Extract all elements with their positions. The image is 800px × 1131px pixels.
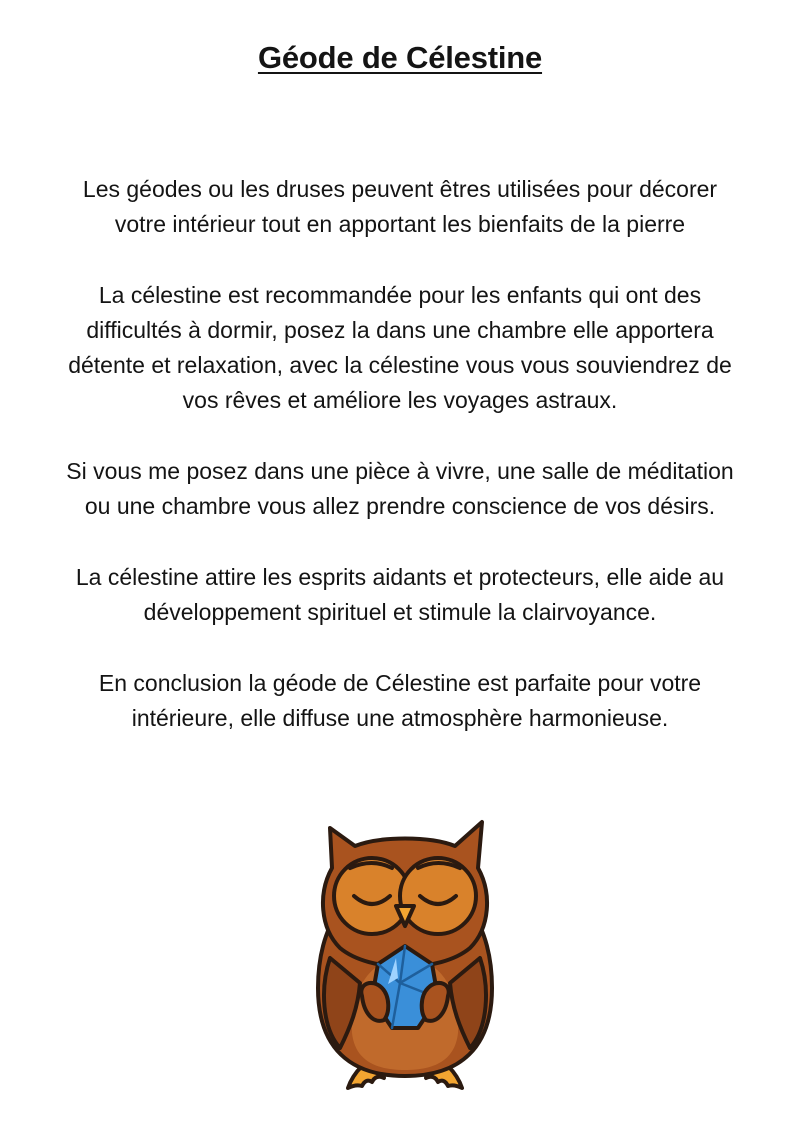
text-line: difficultés à dormir, posez la dans une chambre elle apportera bbox=[86, 317, 714, 343]
text-line: vos rêves et améliore les voyages astraux. bbox=[182, 387, 618, 413]
text-line: La célestine attire les esprits aidants et protecteurs, elle aide au bbox=[75, 564, 725, 590]
paragraph-conclusion bbox=[20, 666, 780, 736]
text-line: ou une chambre vous allez prendre conscience de vos désirs. bbox=[84, 493, 716, 519]
paragraph-esprits bbox=[20, 560, 780, 630]
text-line: Les géodes ou les druses peuvent êtres utilisées pour décorer bbox=[82, 176, 718, 202]
text-line: intérieure, elle diffuse une atmosphère harmonieuse. bbox=[131, 705, 669, 731]
text-line: votre intérieur tout en apportant les bienfaits de la pierre bbox=[114, 211, 686, 237]
text-line: développement spirituel et stimule la clairvoyance. bbox=[143, 599, 657, 625]
text-line: En conclusion la géode de Célestine est parfaite pour votre bbox=[98, 670, 702, 696]
text-line: Si vous me posez dans une pièce à vivre, une salle de méditation bbox=[66, 458, 734, 484]
paragraph-enfants bbox=[20, 278, 780, 418]
text-line: La célestine est recommandée pour les enfants qui ont des bbox=[98, 282, 702, 308]
paragraph-piece bbox=[20, 454, 780, 524]
owl-right-eye-disc bbox=[400, 858, 476, 934]
document-body bbox=[20, 172, 780, 772]
text-line: détente et relaxation, avec la célestine vous vous souviendrez de bbox=[68, 352, 732, 378]
owl-holding-crystal-icon bbox=[300, 808, 510, 1098]
paragraph-geodes bbox=[20, 172, 780, 242]
page-title: Géode de Célestine bbox=[257, 40, 543, 75]
